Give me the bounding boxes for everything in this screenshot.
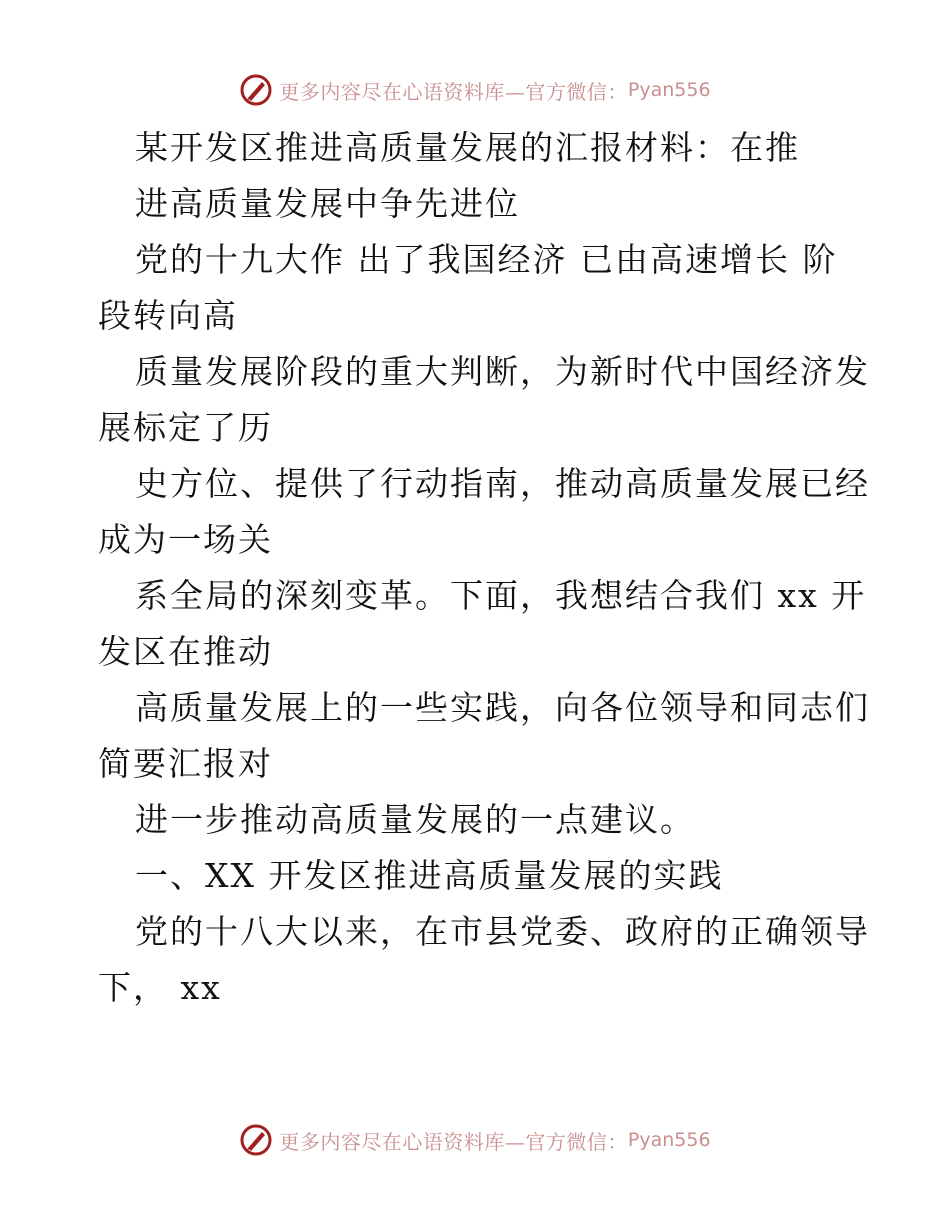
text-line: 下， xx [98,968,222,1007]
text-line: 成为一场关 [98,520,273,559]
banner-wechat-id: Pyan556 [627,1129,711,1151]
text-line: 进高质量发展中争先进位 [135,184,520,223]
footer-banner [0,1120,950,1160]
header-banner [0,70,950,110]
text-line: 党的十八大以来，在市县党委、政府的正确领导 [135,912,870,951]
text-line: 系全局的深刻变革。下面，我想结合我们 xx 开 [135,576,867,615]
text-line: 段转向高 [98,296,238,335]
text-line: 展标定了历 [98,408,273,447]
text-line: 质量发展阶段的重大判断，为新时代中国经济发 [135,352,870,391]
banner-text: 更多内容尽在心语资料库—官方微信： [279,79,628,104]
text-line: 简要汇报对 [98,744,273,783]
pen-logo-icon [239,1123,273,1157]
text-line: 进一步推动高质量发展的一点建议。 [135,800,695,839]
text-line: 党的十九大作 出了我国经济 已由高速增长 阶 [135,240,838,279]
text-line: 发区在推动 [98,632,273,671]
section-heading: 一、XX 开发区推进高质量发展的实践 [135,856,724,895]
text-line: 史方位、提供了行动指南，推动高质量发展已经 [135,464,870,503]
text-line: 某开发区推进高质量发展的汇报材料：在推 [135,128,800,167]
banner-text: 更多内容尽在心语资料库—官方微信： [279,1129,628,1154]
text-line: 高质量发展上的一些实践，向各位领导和同志们 [135,688,870,727]
banner-wechat-id: Pyan556 [627,79,711,101]
pen-logo-icon [239,73,273,107]
document-body [98,120,870,1016]
